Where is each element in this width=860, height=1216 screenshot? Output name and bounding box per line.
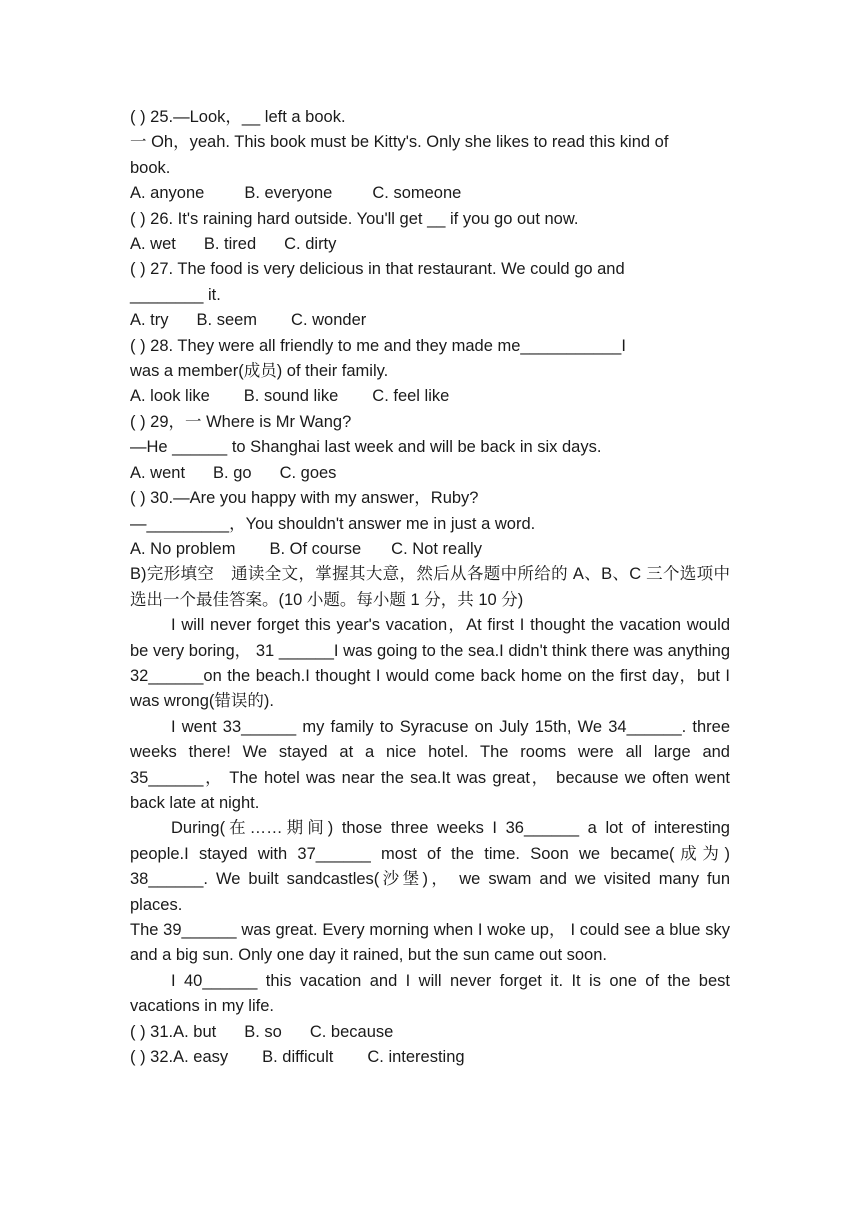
- option-b: B. difficult: [262, 1048, 334, 1067]
- option-b: B. Of course: [269, 539, 362, 558]
- option-a: A. went: [130, 463, 186, 482]
- option-c: C. goes: [279, 463, 337, 482]
- question-27-options: [130, 308, 730, 333]
- question-32-stem: ( ) 32.A. easy: [130, 1048, 229, 1067]
- question-25-options: [130, 181, 730, 206]
- option-a: A. wet: [130, 235, 176, 254]
- cloze-paragraph-4: The 39______ was great. Every morning when I woke up， I could see a blue sky and a big sun. Only one day it rained, but the sun came out soon.: [130, 921, 730, 965]
- option-c: C. dirty: [284, 235, 337, 254]
- option-b: B. go: [213, 463, 252, 482]
- question-31-stem: ( ) 31.A. but: [130, 1022, 217, 1041]
- option-c: C. wonder: [291, 311, 367, 330]
- cloze-paragraph-5: I 40______ this vacation and I will never forget it. It is one of the best vacations in my life.: [130, 971, 730, 1016]
- question-30-stem: ( ) 30.—Are you happy with my answer，Ruby?: [130, 489, 479, 508]
- option-a: A. No problem: [130, 539, 236, 558]
- question-29-reply: —He ______ to Shanghai last week and will be back in six days.: [130, 438, 602, 457]
- option-b: B. sound like: [243, 387, 339, 406]
- option-b: B. seem: [196, 311, 258, 330]
- question-28-stem-line2: was a member(成员) of their family.: [130, 362, 389, 381]
- option-a: A. anyone: [130, 184, 205, 203]
- cloze-instructions: B)完形填空 通读全文，掌握其大意，然后从各题中所给的 A、B、C 三个选项中选出一个最佳答案。(10 小题。每小题 1 分，共 10 分): [130, 565, 730, 609]
- question-25-stem: ( ) 25.—Look，__ left a book.: [130, 108, 346, 126]
- option-b: B. everyone: [244, 184, 333, 203]
- question-28-stem-line1: ( ) 28. They were all friendly to me and they made me___________I: [130, 336, 626, 355]
- question-26-options: [130, 232, 730, 257]
- cloze-paragraph-1: I will never forget this year's vacation，At first I thought the vacation would be very boring， 31 ______I was going to the sea.I didn't think there was anything 32______on the beach.I thought I would come back home on the first day，but I was wrong(错误的).: [130, 616, 730, 711]
- question-30-reply: —_________，You shouldn't answer me in just a word.: [130, 514, 536, 533]
- question-31: [130, 1020, 730, 1045]
- question-27-stem-line1: ( ) 27. The food is very delicious in that restaurant. We could go and: [130, 260, 625, 279]
- exam-content: [130, 105, 730, 1070]
- question-28-options: [130, 384, 730, 409]
- question-27-stem-line2: ________ it.: [130, 285, 221, 304]
- question-29-stem: ( ) 29，一 Where is Mr Wang?: [130, 412, 352, 431]
- question-25-reply-line1: 一 Oh，yeah. This book must be Kitty's. Only she likes to read this kind of: [130, 133, 669, 152]
- option-a: A. try: [130, 311, 169, 330]
- option-c: C. because: [309, 1022, 394, 1041]
- option-b: B. so: [244, 1022, 282, 1041]
- question-32: [130, 1045, 730, 1070]
- option-c: C. interesting: [367, 1048, 465, 1067]
- question-25-reply-line2: book.: [130, 158, 171, 177]
- option-b: B. tired: [203, 235, 257, 254]
- option-c: C. Not really: [391, 539, 482, 558]
- option-a: A. look like: [130, 387, 210, 406]
- option-c: C. feel like: [372, 387, 450, 406]
- question-29-options: [130, 461, 730, 486]
- cloze-paragraph-3: During(在……期间) those three weeks I 36______ a lot of interesting people.I stayed with 37______ most of the time. Soon we became(成为) 38______. We built sandcastles(沙堡)， we swam and we visited many fun places.: [130, 819, 730, 914]
- question-30-options: [130, 537, 730, 562]
- option-c: C. someone: [372, 184, 462, 203]
- cloze-paragraph-2: I went 33______ my family to Syracuse on July 15th, We 34______. three weeks there! We stayed at a nice hotel. The rooms were all large and 35______， The hotel was near the sea.It was great， because we often went back late at night.: [130, 717, 730, 812]
- question-26-stem: ( ) 26. It's raining hard outside. You'll get __ if you go out now.: [130, 209, 579, 228]
